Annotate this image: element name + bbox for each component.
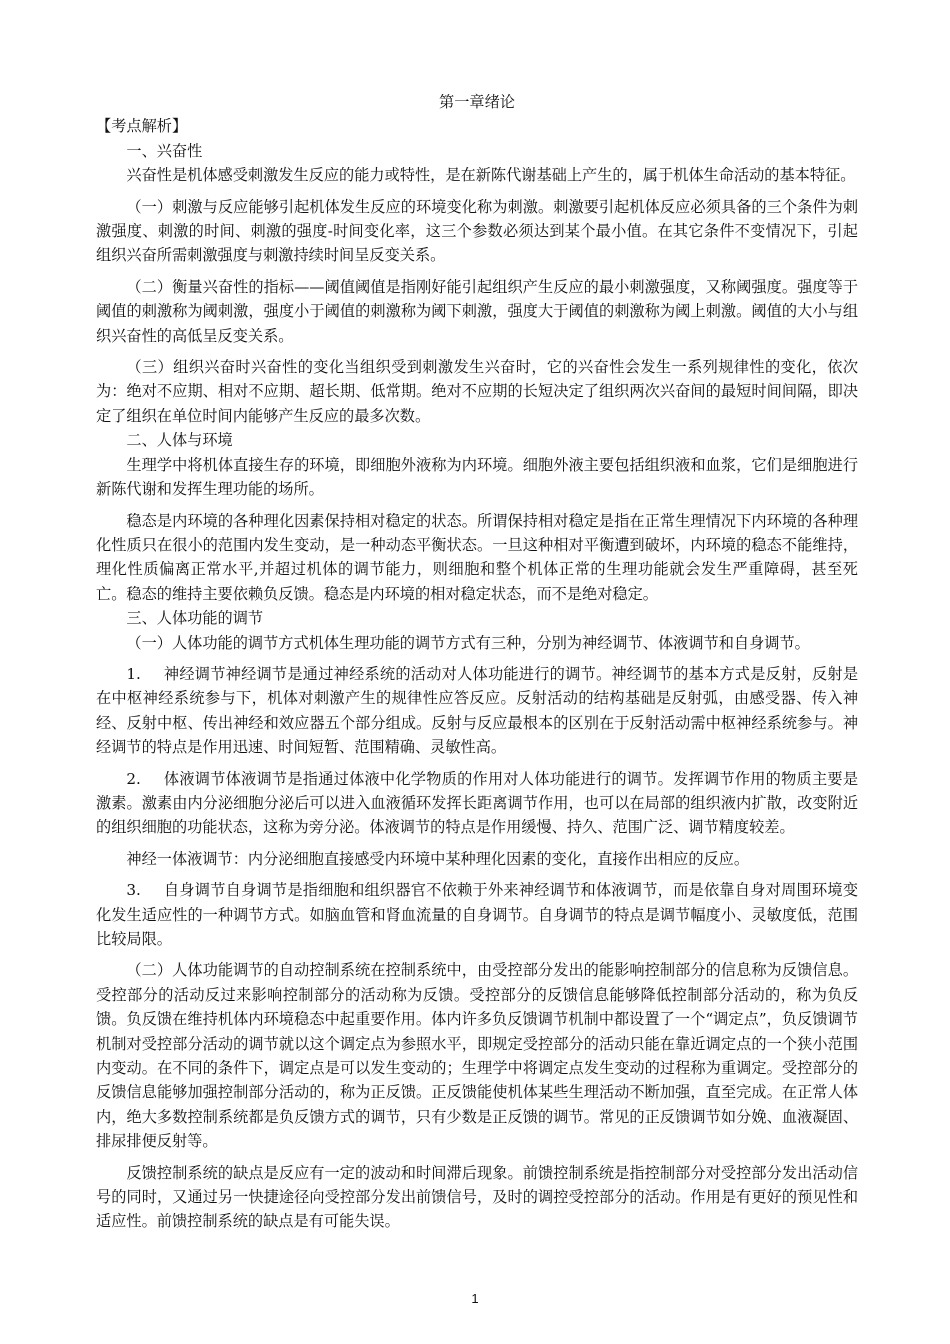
paragraph-refractory-periods: （三）组织兴奋时兴奋性的变化当组织受到刺激发生兴奋时，它的兴奋性会发生一系列规律性的变化，依次为：绝对不应期、相对不应期、超长期、低常期。绝对不应期的长短决定了组织两次兴奋间的最短时间间隔，即决定了组织在单位时间内能够产生反应的最多次数。 [96,358,858,425]
paragraph-text: 体液调节体液调节是指通过体液中化学物质的作用对人体功能进行的调节。发挥调节作用的物质主要是激素。激素由内分泌细胞分泌后可以进入血液循环发挥长距离调节作用，也可以在局部的组织液内扩散，改变附近的组织细胞的功能状态，这称为旁分泌。体液调节的特点是作用缓慢、持久、范围广泛、调节精度较差。 [96,769,858,837]
paragraph-threshold: （二）衡量兴奋性的指标——阈值阈值是指刚好能引起组织产生反应的最小刺激强度，又称阈强度。强度等于阈值的刺激称为阈刺激，强度小于阈值的刺激称为阈下刺激，强度大于阈值的刺激称为阈上刺激。阈值的大小与组织兴奋性的高低呈反变关系。 [96,277,858,345]
paragraph-humoral-regulation [96,767,858,840]
list-number: 3. [126,881,141,900]
heading-body-environment: 二、人体与环境 [126,431,233,450]
paragraph-regulation-modes: （一）人体功能的调节方式机体生理功能的调节方式有三种，分别为神经调节、体液调节和自身调节。 [126,633,810,652]
page-number: 1 [471,1291,479,1306]
paragraph-neuro-humoral: 神经一体液调节：内分泌细胞直接感受内环境中某种理化因素的变化，直接作出相应的反应。 [126,849,750,868]
paragraph-stimulus-response: （一）刺激与反应能够引起机体发生反应的环境变化称为刺激。刺激要引起机体反应必须具备的三个条件为刺激强度、刺激的时间、刺激的强度-时间变化率，这三个参数必须达到某个最小值。在其它条件不变情况下，引起组织兴奋所需刺激强度与刺激持续时间呈反变关系。 [96,197,858,265]
paragraph-text: 神经调节神经调节是通过神经系统的活动对人体功能进行的调节。神经调节的基本方式是反射，反射是在中枢神经系统参与下，机体对刺激产生的规律性应答反应。反射活动的结构基础是反射弧，由感受器、传入神经、反射中枢、传出神经和效应器五个部分组成。反射与反应最根本的区别在于反射活动需中枢神经系统参与。神经调节的特点是作用迅速、时间短暂、范围精确、灵敏性高。 [96,664,858,757]
heading-excitability: 一、兴奋性 [126,141,203,160]
paragraph-neural-regulation [96,662,858,760]
heading-regulation: 三、人体功能的调节 [126,609,264,628]
document-body [96,90,858,1234]
list-number: 2. [126,769,141,788]
paragraph-internal-environment: 生理学中将机体直接生存的环境，即细胞外液称为内环境。细胞外液主要包括组织液和血浆，它们是细胞进行新陈代谢和发挥生理功能的场所。 [96,455,858,499]
paragraph-autoregulation [96,878,858,951]
chapter-title: 第一章绪论 [439,93,515,111]
paragraph-text: 自身调节自身调节是指细胞和组织器官不依赖于外来神经调节和体液调节，而是依靠自身对周围环境变化发生适应性的一种调节方式。如脑血管和肾血流量的自身调节。自身调节的特点是调节幅度小、灵敏度低，范围比较局限。 [96,881,858,948]
paragraph-feedforward-control: 反馈控制系统的缺点是反应有一定的波动和时间滞后现象。前馈控制系统是指控制部分对受控部分发出活动信号的同时，又通过另一快捷途径向受控部分发出前馈信号，及时的调控受控部分的活动。作用是有更好的预见性和适应性。前馈控制系统的缺点是有可能失误。 [96,1163,858,1231]
paragraph-homeostasis: 稳态是内环境的各种理化因素保持相对稳定的状态。所谓保持相对稳定是指在正常生理情况下内环境的各种理化性质只在很小的范围内发生变动，是一种动态平衡状态。一旦这种相对平衡遭到破坏，内环境的稳态不能维持，理化性质偏离正常水平,并超过机体的调节能力，则细胞和整个机体正常的生理功能就会发生严重障碍，甚至死亡。稳态的维持主要依赖负反馈。稳态是内环境的相对稳定状态，而不是绝对稳定。 [96,511,858,603]
paragraph-feedback-control: （二）人体功能调节的自动控制系统在控制系统中，由受控部分发出的能影响控制部分的信息称为反馈信息。受控部分的活动反过来影响控制部分的活动称为反馈。受控部分的反馈信息能够降低控制部分活动的，称为负反馈。负反馈在维持机体内环境稳态中起重要作用。体内许多负反馈调节机制中都设置了一个“调定点”，负反馈调节机制对受控部分活动的调节就以这个调定点为参照水平，即规定受控部分的活动只能在靠近调定点的一个狭小范围内变动。在不同的条件下，调定点是可以发生变动的；生理学中将调定点发生变动的过程称为重调定。受控部分的反馈信息能够加强控制部分活动的，称为正反馈。正反馈能使机体某些生理活动不断加强，直至完成。在正常人体内，绝大多数控制系统都是负反馈方式的调节，只有少数是正反馈的调节。常见的正反馈调节如分娩、血液凝固、排尿排便反射等。 [96,961,858,1151]
list-number: 1. [126,664,141,683]
section-label: 【考点解析】 [96,117,188,136]
paragraph-excitability-definition: 兴奋性是机体感受刺激发生反应的能力或特性，是在新陈代谢基础上产生的，属于机体生命活动的基本特征。 [126,166,856,185]
